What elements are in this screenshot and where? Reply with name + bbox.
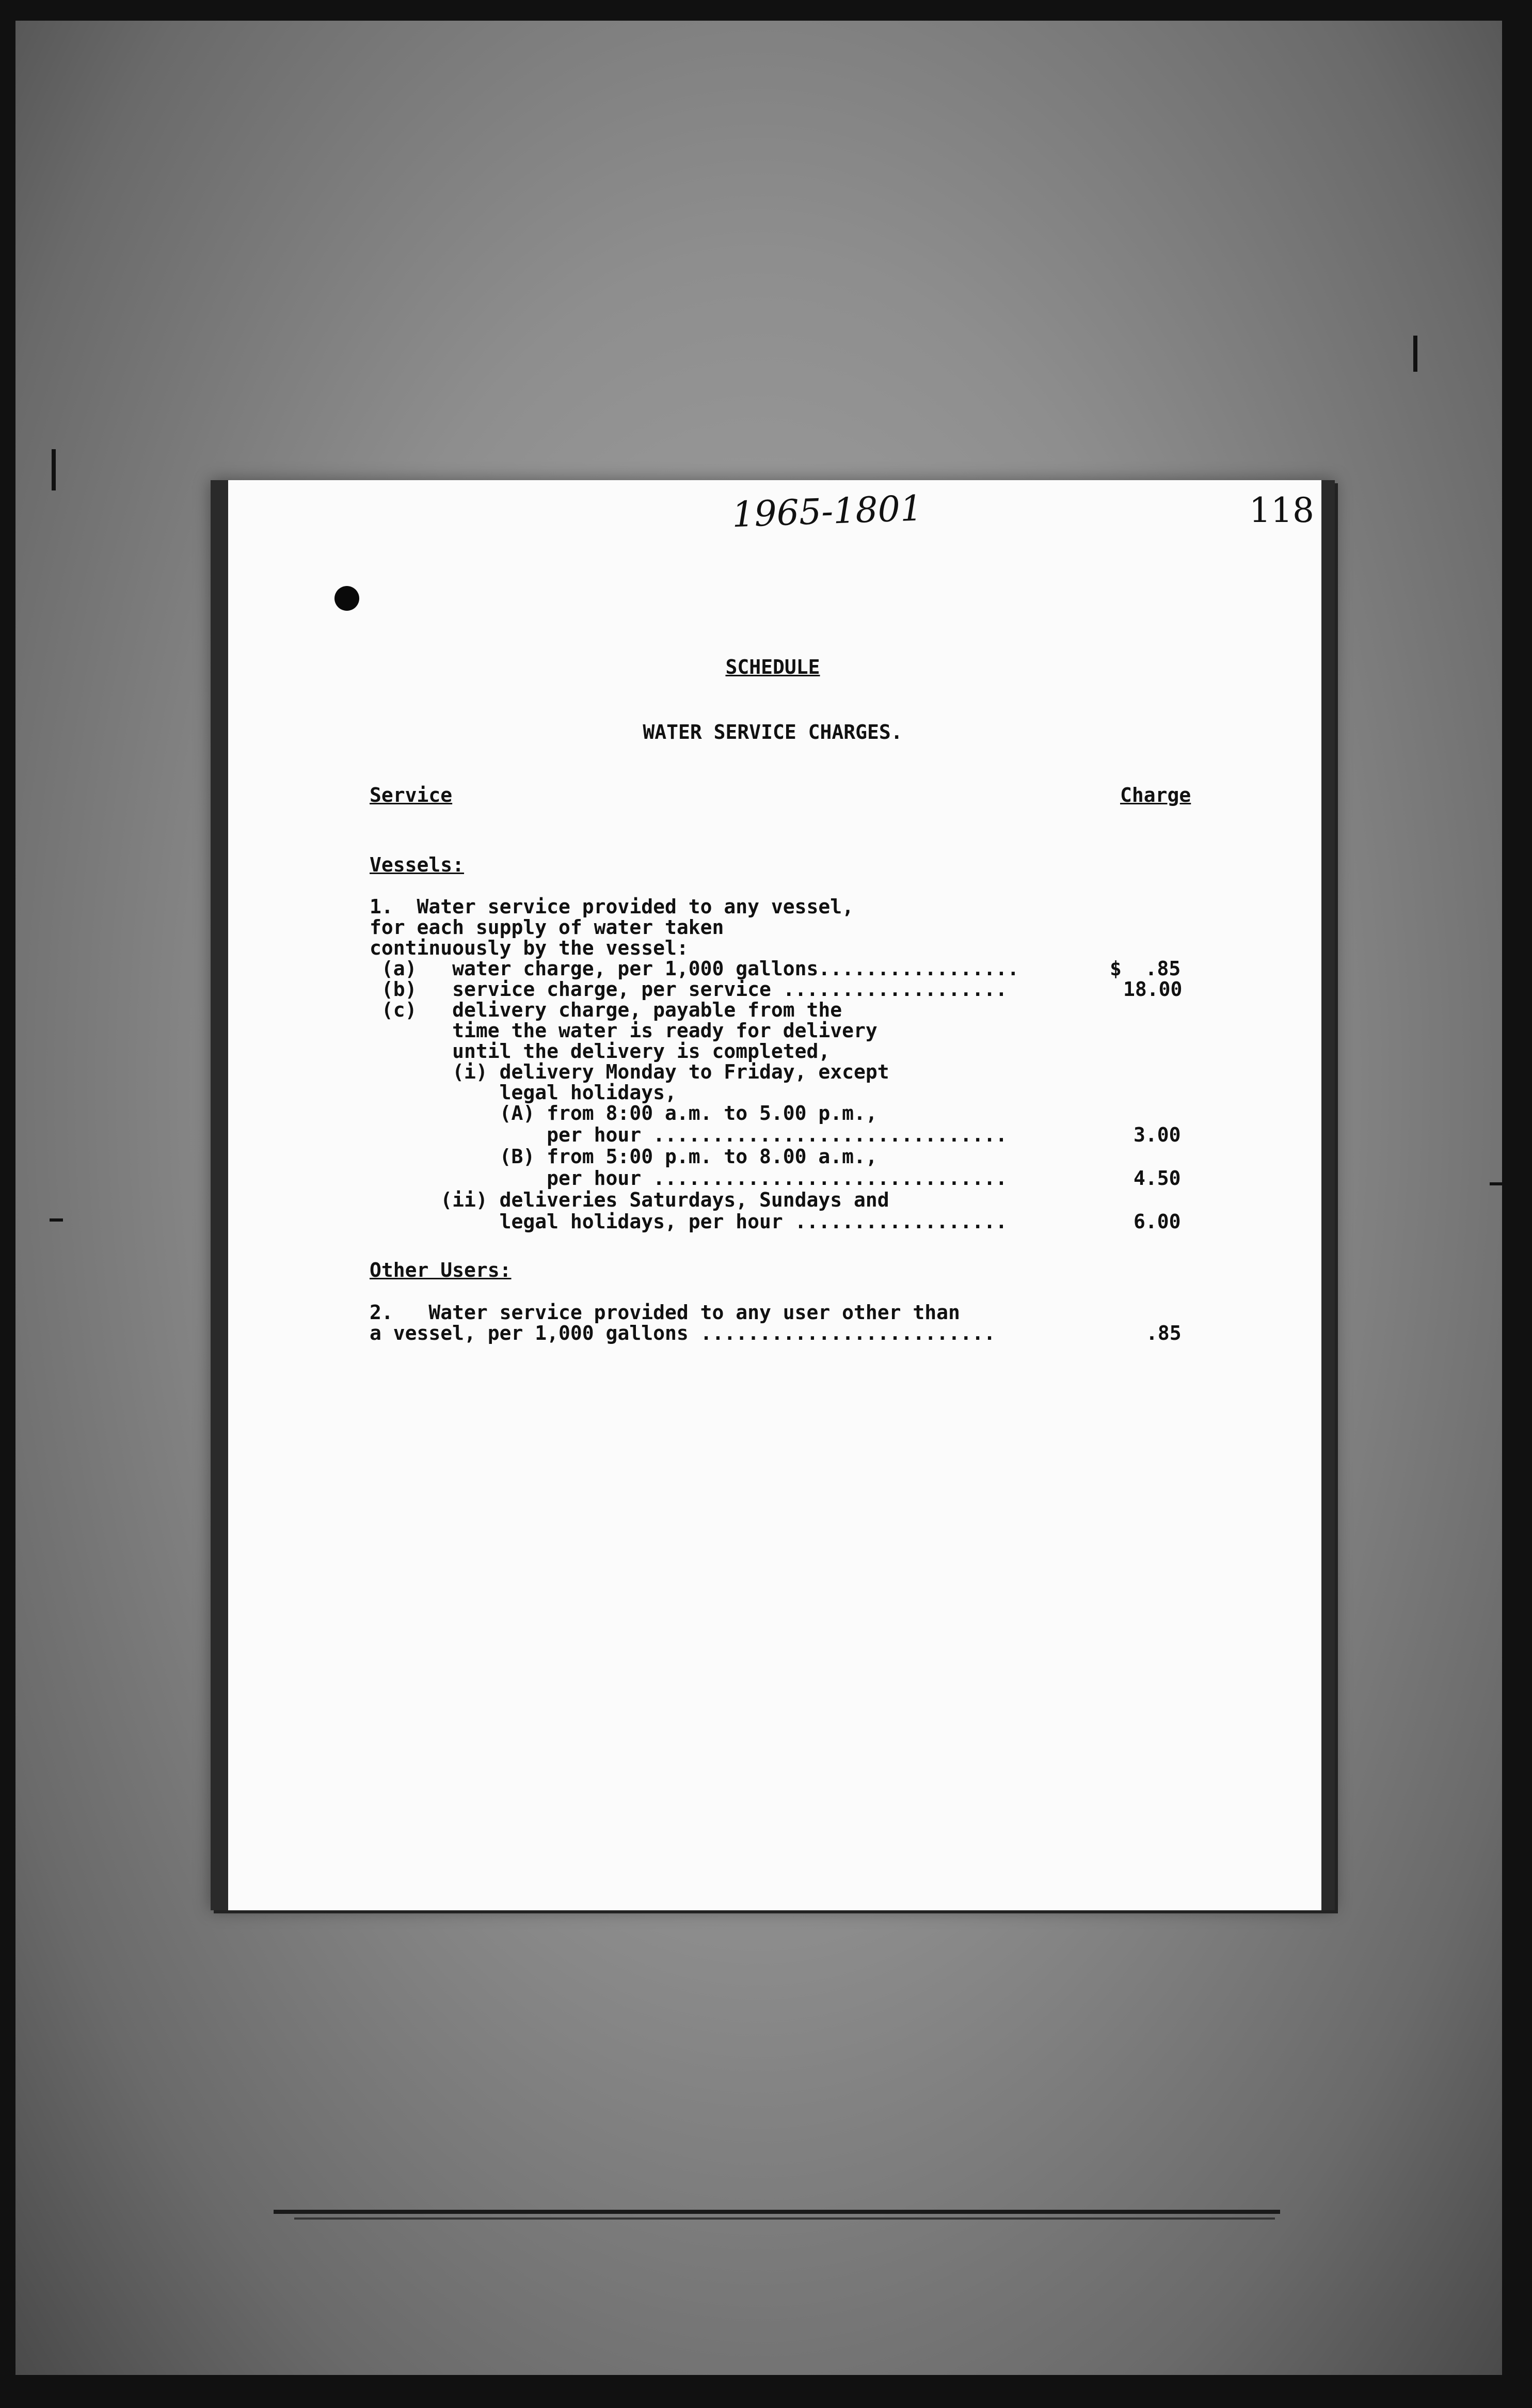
item-c-line1: (c) delivery charge, payable from the bbox=[370, 999, 842, 1021]
item-ii-line2: legal holidays, per hour .................. bbox=[370, 1210, 1008, 1233]
item2-line2: a vessel, per 1,000 gallons ......................... bbox=[370, 1322, 996, 1344]
item-c-line2: time the water is ready for delivery bbox=[370, 1019, 877, 1042]
schedule-heading: SCHEDULE bbox=[725, 656, 820, 678]
item-a-text: (a) water charge, per 1,000 gallons................. bbox=[370, 957, 1019, 980]
film-tick-mark bbox=[50, 1218, 63, 1222]
item-b-text: (b) service charge, per service ................... bbox=[370, 978, 1008, 1001]
film-tick-mark bbox=[52, 449, 56, 490]
service-column-header: Service bbox=[370, 784, 453, 806]
item2-line1: 2. Water service provided to any user other than bbox=[370, 1301, 960, 1324]
item-B-line2: per hour .............................. bbox=[370, 1167, 1008, 1190]
page-left-edge bbox=[211, 480, 228, 1910]
document-page bbox=[211, 480, 1335, 1910]
item-a-charge: $ .85 bbox=[1110, 957, 1181, 980]
film-rule-line-shadow bbox=[294, 2217, 1275, 2220]
item-c-line3: until the delivery is completed, bbox=[370, 1040, 831, 1063]
item-i-line1: (i) delivery Monday to Friday, except bbox=[370, 1060, 889, 1083]
item-A-charge: 3.00 bbox=[1134, 1123, 1181, 1146]
item-A-line2: per hour .............................. bbox=[370, 1123, 1008, 1146]
item-ii-charge: 6.00 bbox=[1134, 1210, 1181, 1233]
item1-line3: continuously by the vessel: bbox=[370, 937, 689, 959]
charge-column-header: Charge bbox=[1120, 784, 1191, 806]
item-i-line2: legal holidays, bbox=[370, 1081, 677, 1104]
page-number: 118 bbox=[1249, 490, 1314, 530]
item-B-line1: (B) from 5:00 p.m. to 8.00 a.m., bbox=[370, 1145, 877, 1168]
item1-line2: for each supply of water taken bbox=[370, 916, 724, 939]
film-tick-mark bbox=[1490, 1182, 1503, 1185]
item-b-charge: 18.00 bbox=[1123, 978, 1183, 1001]
punch-hole bbox=[334, 586, 359, 611]
item-A-line1: (A) from 8:00 a.m. to 5.00 p.m., bbox=[370, 1102, 877, 1124]
item1-line1: 1. Water service provided to any vessel, bbox=[370, 895, 854, 918]
page-right-edge bbox=[1321, 480, 1335, 1910]
film-rule-line bbox=[274, 2210, 1280, 2214]
item-B-charge: 4.50 bbox=[1134, 1167, 1181, 1190]
other-users-label: Other Users: bbox=[370, 1259, 512, 1281]
item-ii-line1: (ii) deliveries Saturdays, Sundays and bbox=[370, 1189, 889, 1211]
vessels-label: Vessels: bbox=[370, 853, 465, 876]
film-tick-mark bbox=[1413, 336, 1417, 372]
schedule-subheading: WATER SERVICE CHARGES. bbox=[643, 721, 903, 743]
handwritten-note: 1965-1801 bbox=[731, 488, 923, 536]
item2-charge: .85 bbox=[1146, 1322, 1182, 1344]
